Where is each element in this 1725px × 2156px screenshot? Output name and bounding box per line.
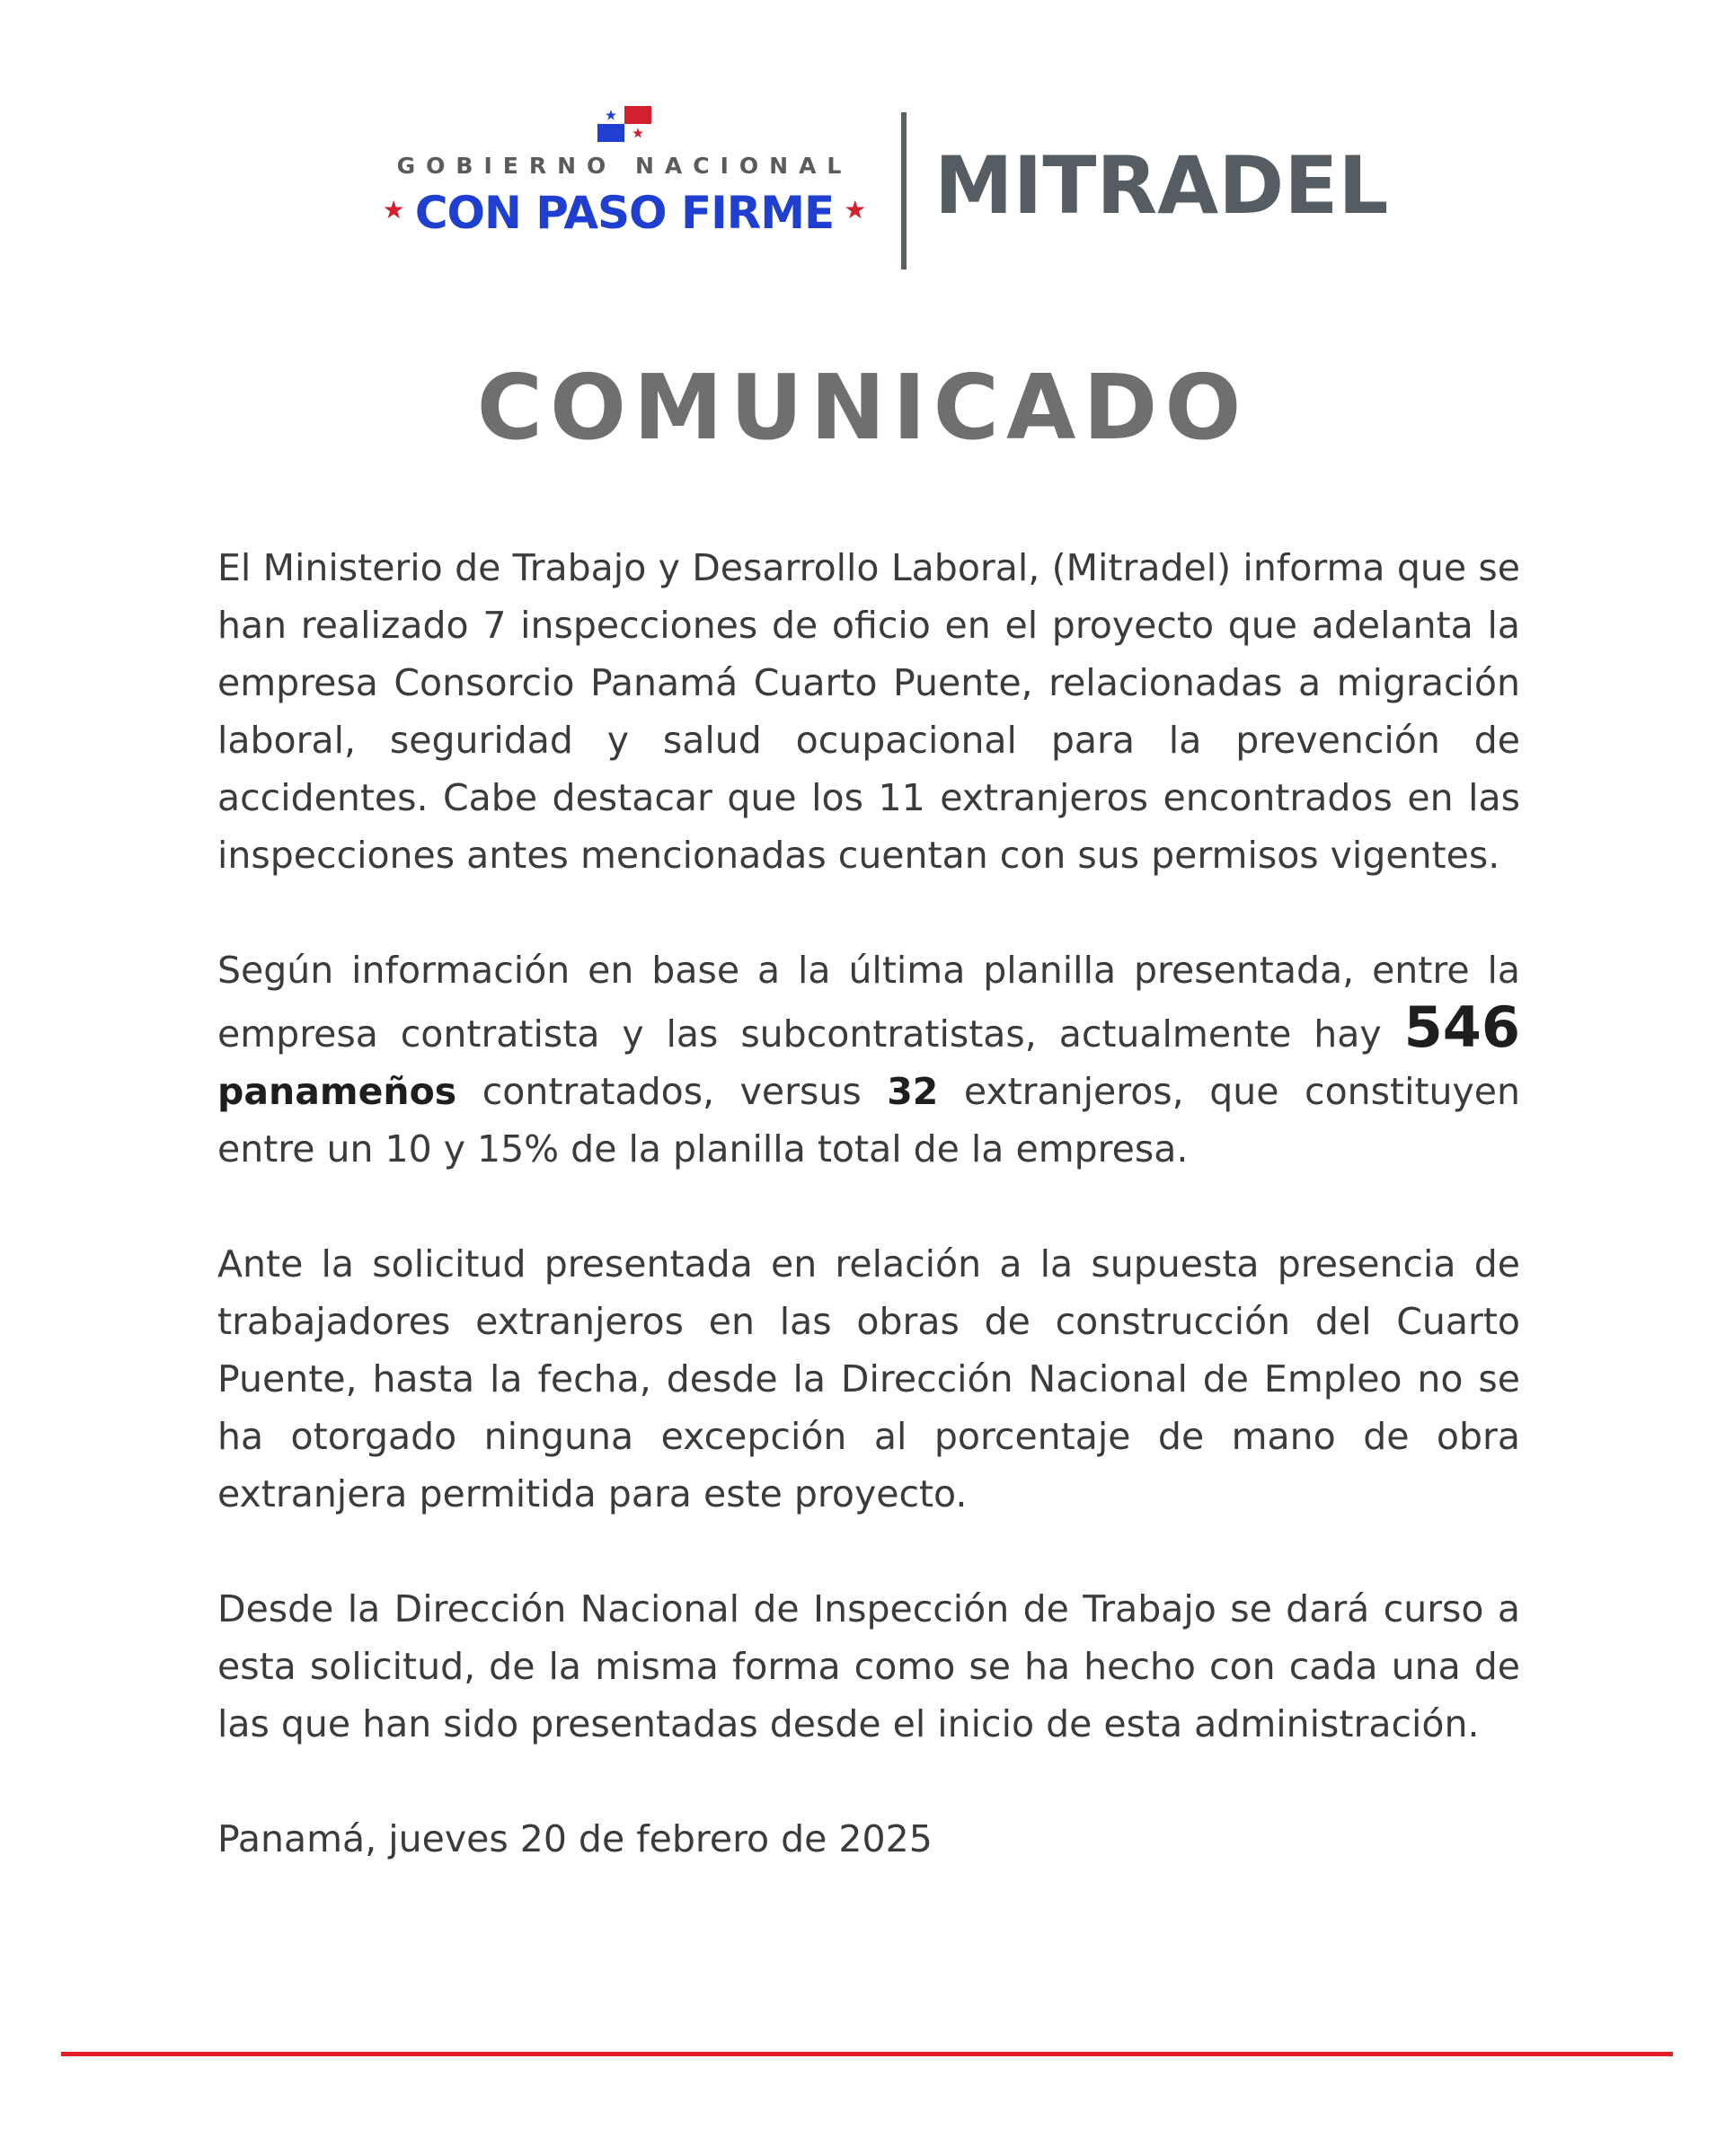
paragraph-payroll (217, 941, 1520, 1178)
panamenos-word: panameños (217, 1070, 457, 1113)
paragraph-request: Ante la solicitud presentada en relación a la supuesta presencia de trabajadores extranjeros en las obras de construcción del Cuarto Puente, hasta la fecha, desde la Dirección Nacional de Empleo no se ha otorgado ninguna excepción al porcentaje de mano de obra extranjera permitida para este proyecto. (217, 1242, 1520, 1515)
left-star-icon: ★ (382, 194, 405, 225)
logo-divider (901, 112, 907, 270)
slogan-row (377, 187, 871, 239)
communique-body (217, 539, 1520, 1868)
header (0, 0, 1725, 287)
page-title: COMUNICADO (476, 355, 1249, 460)
panama-flag-icon (597, 106, 651, 142)
footer-rule (61, 2052, 1673, 2056)
ministry-logo: MITRADEL (934, 139, 1389, 232)
panamenos-count: 546 (1403, 994, 1520, 1060)
dateline: Panamá, jueves 20 de febrero de 2025 (217, 1817, 933, 1860)
paragraph-inspection-direction: Desde la Dirección Nacional de Inspección de Trabajo se dará curso a esta solicitud, de la misma forma como se ha hecho con cada una de las que han sido presentadas desde el inicio de esta administración. (217, 1587, 1520, 1745)
foreign-count: 32 (887, 1070, 939, 1113)
slogan: CON PASO FIRME (414, 187, 835, 239)
paragraph-inspections: El Ministerio de Trabajo y Desarrollo Laboral, (Mitradel) informa que se han realizado 7 inspecciones de oficio en el proyecto que adelanta la empresa Consorcio Panamá Cuarto Puente, relacionadas a migración laboral, seguridad y salud ocupacional para la prevención de accidentes. Cabe destacar que los 11 extranjeros encontrados en las inspecciones antes mencionadas cuentan con sus permisos vigentes. (217, 546, 1520, 877)
payroll-mid: contratados, versus (456, 1070, 888, 1113)
right-star-icon: ★ (844, 194, 867, 225)
payroll-intro: Según información en base a la última planilla presentada, entre la empresa contratista y las subcontratistas, actualmente hay (217, 949, 1520, 1056)
payroll-end: extranjeros, que constituyen entre un 10 y 15% de la planilla total de la empresa. (217, 1070, 1520, 1171)
government-line: GOBIERNO NACIONAL (396, 153, 853, 179)
